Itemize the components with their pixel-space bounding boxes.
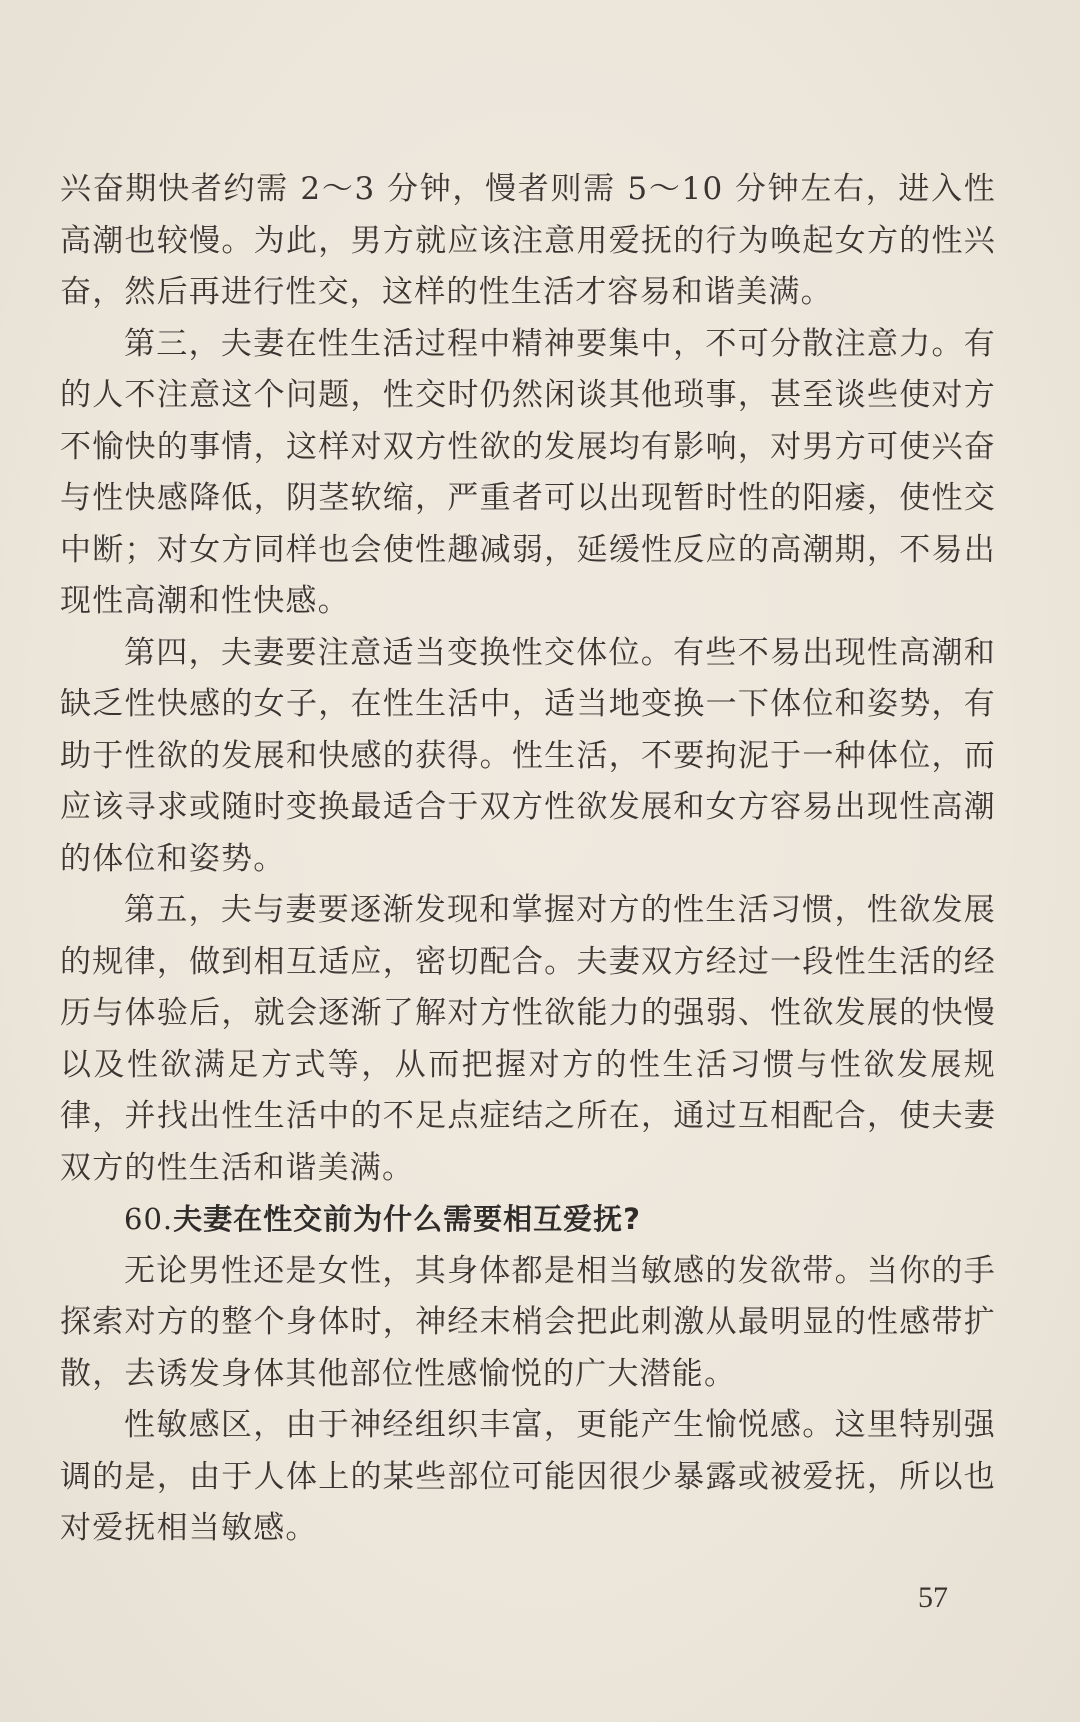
paragraph-fourth-point: 第四，夫妻要注意适当变换性交体位。有些不易出现性高潮和缺乏性快感的女子，在性生活中，适当地变换一下体位和姿势，有助于性欲的发展和快感的获得。性生活，不要拘泥于一种体位，而应该寻求或随时变换最适合于双方性欲发展和女方容易出现性高潮的体位和姿势。 [60, 634, 996, 877]
paragraph-third-point: 第三，夫妻在性生活过程中精神要集中，不可分散注意力。有的人不注意这个问题，性交时仍然闲谈其他琐事，甚至谈些使对方不愉快的事情，这样对双方性欲的发展均有影响，对男方可使兴奋与性快感降低，阴茎软缩，严重者可以出现暂时性的阳痿，使性交中断；对女方同样也会使性趣减弱，延缓性反应的高潮期，不易出现性高潮和性快感。 [60, 325, 996, 619]
body-text [60, 164, 996, 1555]
section-number: 60. [124, 1202, 174, 1236]
page-number: 57 [918, 1581, 948, 1614]
section-title: 夫妻在性交前为什么需要相互爱抚? [173, 1202, 641, 1236]
paragraph-caress-intro: 无论男性还是女性，其身体都是相当敏感的发欲带。当你的手探索对方的整个身体时，神经末梢会把此刺激从最明显的性感带扩散，去诱发身体其他部位性感愉悦的广大潜能。 [60, 1252, 996, 1392]
paragraph-sensitive-zones: 性敏感区，由于神经组织丰富，更能产生愉悦感。这里特别强调的是，由于人体上的某些部位可能因很少暴露或被爱抚，所以也对爱抚相当敏感。 [60, 1407, 996, 1546]
paragraph-fifth-point: 第五，夫与妻要逐渐发现和掌握对方的性生活习惯，性欲发展的规律，做到相互适应，密切配合。夫妻双方经过一段性生活的经历与体验后，就会逐渐了解对方性欲能力的强弱、性欲发展的快慢以及性欲满足方式等，从而把握对方的性生活习惯与性欲发展规律，并找出性生活中的不足点症结之所在，通过互相配合，使夫妻双方的性生活和谐美满。 [60, 892, 996, 1186]
paragraph-continued: 兴奋期快者约需 2～3 分钟，慢者则需 5～10 分钟左右，进入性高潮也较慢。为此，男方就应该注意用爱抚的行为唤起女方的性兴奋，然后再进行性交，这样的性生活才容易和谐美满。 [60, 171, 996, 310]
section-heading [60, 1194, 996, 1246]
